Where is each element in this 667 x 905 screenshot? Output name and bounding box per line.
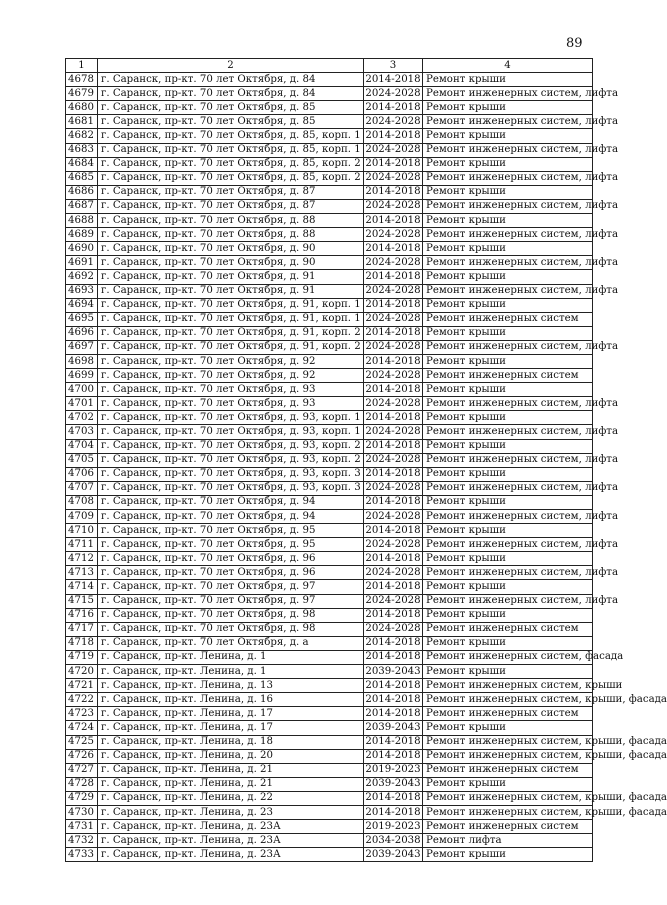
- cell-work-type: Ремонт крыши: [423, 777, 593, 791]
- cell-record-number: 4696: [66, 326, 98, 340]
- cell-record-number: 4718: [66, 636, 98, 650]
- cell-period: 2014-2018: [364, 326, 423, 340]
- cell-work-type: Ремонт крыши: [423, 326, 593, 340]
- cell-address: г. Саранск, пр-кт. Ленина, д. 23А: [98, 848, 364, 862]
- cell-period: 2024-2028: [364, 594, 423, 608]
- cell-address: г. Саранск, пр-кт. 70 лет Октября, д. 91, корп. 2: [98, 340, 364, 354]
- cell-work-type: Ремонт инженерных систем, крыши, фасада: [423, 805, 593, 819]
- cell-address: г. Саранск, пр-кт. 70 лет Октября, д. а: [98, 636, 364, 650]
- cell-record-number: 4681: [66, 115, 98, 129]
- cell-address: г. Саранск, пр-кт. 70 лет Октября, д. 87: [98, 199, 364, 213]
- cell-record-number: 4721: [66, 679, 98, 693]
- cell-work-type: Ремонт инженерных систем, лифта: [423, 340, 593, 354]
- cell-period: 2014-2018: [364, 552, 423, 566]
- cell-address: г. Саранск, пр-кт. 70 лет Октября, д. 91: [98, 270, 364, 284]
- table-row: [66, 608, 593, 622]
- cell-period: 2014-2018: [364, 73, 423, 87]
- cell-period: 2024-2028: [364, 510, 423, 524]
- cell-record-number: 4702: [66, 411, 98, 425]
- cell-period: 2039-2043: [364, 665, 423, 679]
- cell-work-type: Ремонт крыши: [423, 467, 593, 481]
- cell-record-number: 4686: [66, 185, 98, 199]
- cell-work-type: Ремонт инженерных систем, крыши, фасада: [423, 735, 593, 749]
- cell-record-number: 4722: [66, 693, 98, 707]
- cell-period: 2024-2028: [364, 199, 423, 213]
- cell-work-type: Ремонт инженерных систем, лифта: [423, 538, 593, 552]
- cell-address: г. Саранск, пр-кт. 70 лет Октября, д. 85, корп. 2: [98, 171, 364, 185]
- table-row: [66, 524, 593, 538]
- cell-work-type: Ремонт инженерных систем, крыши, фасада: [423, 749, 593, 763]
- cell-period: 2014-2018: [364, 608, 423, 622]
- table-row: [66, 495, 593, 509]
- cell-record-number: 4727: [66, 763, 98, 777]
- cell-record-number: 4704: [66, 439, 98, 453]
- cell-work-type: Ремонт инженерных систем, лифта: [423, 453, 593, 467]
- cell-work-type: Ремонт крыши: [423, 580, 593, 594]
- cell-record-number: 4723: [66, 707, 98, 721]
- cell-record-number: 4714: [66, 580, 98, 594]
- cell-period: 2014-2018: [364, 270, 423, 284]
- table-row: [66, 820, 593, 834]
- table-row: [66, 735, 593, 749]
- cell-address: г. Саранск, пр-кт. 70 лет Октября, д. 93, корп. 1: [98, 425, 364, 439]
- cell-record-number: 4683: [66, 143, 98, 157]
- cell-work-type: Ремонт инженерных систем, лифта: [423, 425, 593, 439]
- cell-address: г. Саранск, пр-кт. 70 лет Октября, д. 94: [98, 495, 364, 509]
- cell-record-number: 4690: [66, 242, 98, 256]
- cell-period: 2039-2043: [364, 721, 423, 735]
- cell-record-number: 4725: [66, 735, 98, 749]
- cell-period: 2034-2038: [364, 834, 423, 848]
- cell-address: г. Саранск, пр-кт. 70 лет Октября, д. 85: [98, 101, 364, 115]
- table-row: [66, 284, 593, 298]
- cell-record-number: 4685: [66, 171, 98, 185]
- cell-record-number: 4705: [66, 453, 98, 467]
- cell-address: г. Саранск, пр-кт. 70 лет Октября, д. 97: [98, 594, 364, 608]
- table-row: [66, 143, 593, 157]
- table-row: [66, 411, 593, 425]
- cell-work-type: Ремонт инженерных систем, лифта: [423, 481, 593, 495]
- table-row: [66, 510, 593, 524]
- cell-work-type: Ремонт крыши: [423, 157, 593, 171]
- cell-record-number: 4728: [66, 777, 98, 791]
- table-row: [66, 467, 593, 481]
- cell-address: г. Саранск, пр-кт. Ленина, д. 1: [98, 665, 364, 679]
- table-row: [66, 199, 593, 213]
- cell-address: г. Саранск, пр-кт. 70 лет Октября, д. 93: [98, 383, 364, 397]
- cell-record-number: 4716: [66, 608, 98, 622]
- header-col-2: 2: [98, 59, 364, 73]
- cell-record-number: 4726: [66, 749, 98, 763]
- cell-work-type: Ремонт крыши: [423, 848, 593, 862]
- cell-record-number: 4682: [66, 129, 98, 143]
- cell-address: г. Саранск, пр-кт. Ленина, д. 21: [98, 777, 364, 791]
- cell-record-number: 4731: [66, 820, 98, 834]
- cell-record-number: 4697: [66, 340, 98, 354]
- cell-work-type: Ремонт инженерных систем, крыши, фасада: [423, 693, 593, 707]
- header-row: [66, 59, 593, 73]
- table-row: [66, 538, 593, 552]
- cell-work-type: Ремонт инженерных систем, лифта: [423, 594, 593, 608]
- cell-record-number: 4701: [66, 397, 98, 411]
- cell-record-number: 4699: [66, 369, 98, 383]
- table-row: [66, 312, 593, 326]
- cell-address: г. Саранск, пр-кт. 70 лет Октября, д. 91: [98, 284, 364, 298]
- cell-period: 2019-2023: [364, 763, 423, 777]
- table-row: [66, 580, 593, 594]
- cell-work-type: Ремонт инженерных систем, лифта: [423, 284, 593, 298]
- table-row: [66, 665, 593, 679]
- table-row: [66, 73, 593, 87]
- cell-work-type: Ремонт крыши: [423, 185, 593, 199]
- table-row: [66, 650, 593, 664]
- table-row: [66, 115, 593, 129]
- table-row: [66, 848, 593, 862]
- cell-work-type: Ремонт инженерных систем: [423, 312, 593, 326]
- cell-address: г. Саранск, пр-кт. Ленина, д. 18: [98, 735, 364, 749]
- cell-period: 2024-2028: [364, 481, 423, 495]
- cell-address: г. Саранск, пр-кт. Ленина, д. 22: [98, 791, 364, 805]
- cell-address: г. Саранск, пр-кт. 70 лет Октября, д. 88: [98, 228, 364, 242]
- cell-period: 2024-2028: [364, 87, 423, 101]
- cell-work-type: Ремонт крыши: [423, 665, 593, 679]
- cell-address: г. Саранск, пр-кт. 70 лет Октября, д. 85, корп. 1: [98, 143, 364, 157]
- cell-record-number: 4693: [66, 284, 98, 298]
- cell-record-number: 4703: [66, 425, 98, 439]
- table-row: [66, 326, 593, 340]
- table-row: [66, 679, 593, 693]
- cell-record-number: 4729: [66, 791, 98, 805]
- cell-address: г. Саранск, пр-кт. 70 лет Октября, д. 95: [98, 538, 364, 552]
- cell-work-type: Ремонт крыши: [423, 411, 593, 425]
- cell-record-number: 4680: [66, 101, 98, 115]
- header-col-1: 1: [66, 59, 98, 73]
- table-row: [66, 622, 593, 636]
- cell-address: г. Саранск, пр-кт. 70 лет Октября, д. 97: [98, 580, 364, 594]
- cell-address: г. Саранск, пр-кт. 70 лет Октября, д. 91, корп. 2: [98, 326, 364, 340]
- cell-period: 2014-2018: [364, 411, 423, 425]
- cell-period: 2024-2028: [364, 256, 423, 270]
- cell-record-number: 4689: [66, 228, 98, 242]
- cell-work-type: Ремонт крыши: [423, 298, 593, 312]
- cell-period: 2014-2018: [364, 354, 423, 368]
- cell-address: г. Саранск, пр-кт. Ленина, д. 16: [98, 693, 364, 707]
- cell-record-number: 4688: [66, 214, 98, 228]
- cell-address: г. Саранск, пр-кт. 70 лет Октября, д. 93, корп. 3: [98, 481, 364, 495]
- cell-record-number: 4732: [66, 834, 98, 848]
- cell-work-type: Ремонт крыши: [423, 636, 593, 650]
- table-row: [66, 383, 593, 397]
- cell-record-number: 4700: [66, 383, 98, 397]
- table-row: [66, 157, 593, 171]
- cell-period: 2024-2028: [364, 369, 423, 383]
- cell-address: г. Саранск, пр-кт. 70 лет Октября, д. 98: [98, 622, 364, 636]
- cell-address: г. Саранск, пр-кт. 70 лет Октября, д. 90: [98, 256, 364, 270]
- cell-work-type: Ремонт инженерных систем, лифта: [423, 87, 593, 101]
- cell-work-type: Ремонт крыши: [423, 354, 593, 368]
- cell-address: г. Саранск, пр-кт. 70 лет Октября, д. 87: [98, 185, 364, 199]
- table-row: [66, 707, 593, 721]
- table-row: [66, 791, 593, 805]
- cell-address: г. Саранск, пр-кт. 70 лет Октября, д. 91, корп. 1: [98, 312, 364, 326]
- table-row: [66, 242, 593, 256]
- table-row: [66, 636, 593, 650]
- cell-record-number: 4706: [66, 467, 98, 481]
- cell-address: г. Саранск, пр-кт. 70 лет Октября, д. 92: [98, 369, 364, 383]
- table-row: [66, 777, 593, 791]
- cell-period: 2014-2018: [364, 805, 423, 819]
- cell-record-number: 4719: [66, 650, 98, 664]
- cell-address: г. Саранск, пр-кт. 70 лет Октября, д. 92: [98, 354, 364, 368]
- cell-address: г. Саранск, пр-кт. Ленина, д. 23А: [98, 834, 364, 848]
- table-row: [66, 763, 593, 777]
- cell-period: 2014-2018: [364, 524, 423, 538]
- table-row: [66, 439, 593, 453]
- cell-work-type: Ремонт инженерных систем, лифта: [423, 228, 593, 242]
- cell-period: 2024-2028: [364, 566, 423, 580]
- cell-record-number: 4692: [66, 270, 98, 284]
- table-row: [66, 805, 593, 819]
- cell-address: г. Саранск, пр-кт. 70 лет Октября, д. 93, корп. 1: [98, 411, 364, 425]
- table-row: [66, 749, 593, 763]
- cell-period: 2024-2028: [364, 453, 423, 467]
- cell-period: 2014-2018: [364, 214, 423, 228]
- table-row: [66, 129, 593, 143]
- cell-address: г. Саранск, пр-кт. 70 лет Октября, д. 84: [98, 73, 364, 87]
- cell-record-number: 4710: [66, 524, 98, 538]
- cell-address: г. Саранск, пр-кт. 70 лет Октября, д. 93, корп. 2: [98, 439, 364, 453]
- cell-address: г. Саранск, пр-кт. 70 лет Октября, д. 85, корп. 2: [98, 157, 364, 171]
- cell-record-number: 4715: [66, 594, 98, 608]
- cell-work-type: Ремонт крыши: [423, 608, 593, 622]
- cell-period: 2014-2018: [364, 749, 423, 763]
- table-row: [66, 354, 593, 368]
- cell-work-type: Ремонт инженерных систем, крыши: [423, 679, 593, 693]
- cell-period: 2014-2018: [364, 707, 423, 721]
- cell-address: г. Саранск, пр-кт. 70 лет Октября, д. 91, корп. 1: [98, 298, 364, 312]
- cell-work-type: Ремонт крыши: [423, 129, 593, 143]
- cell-period: 2024-2028: [364, 340, 423, 354]
- cell-work-type: Ремонт крыши: [423, 383, 593, 397]
- cell-record-number: 4720: [66, 665, 98, 679]
- cell-address: г. Саранск, пр-кт. Ленина, д. 17: [98, 707, 364, 721]
- cell-work-type: Ремонт лифта: [423, 834, 593, 848]
- cell-work-type: Ремонт крыши: [423, 552, 593, 566]
- cell-period: 2014-2018: [364, 467, 423, 481]
- header-col-4: 4: [423, 59, 593, 73]
- cell-period: 2024-2028: [364, 397, 423, 411]
- cell-work-type: Ремонт инженерных систем: [423, 820, 593, 834]
- cell-period: 2014-2018: [364, 383, 423, 397]
- table-row: [66, 566, 593, 580]
- cell-period: 2014-2018: [364, 693, 423, 707]
- cell-address: г. Саранск, пр-кт. 70 лет Октября, д. 84: [98, 87, 364, 101]
- cell-address: г. Саранск, пр-кт. 70 лет Октября, д. 96: [98, 566, 364, 580]
- cell-address: г. Саранск, пр-кт. 70 лет Октября, д. 93: [98, 397, 364, 411]
- page-number: 89: [566, 36, 583, 51]
- cell-record-number: 4733: [66, 848, 98, 862]
- table-row: [66, 87, 593, 101]
- cell-record-number: 4730: [66, 805, 98, 819]
- cell-record-number: 4724: [66, 721, 98, 735]
- table-row: [66, 834, 593, 848]
- cell-record-number: 4713: [66, 566, 98, 580]
- cell-period: 2014-2018: [364, 298, 423, 312]
- cell-work-type: Ремонт крыши: [423, 524, 593, 538]
- cell-period: 2014-2018: [364, 636, 423, 650]
- cell-record-number: 4717: [66, 622, 98, 636]
- cell-work-type: Ремонт инженерных систем: [423, 707, 593, 721]
- cell-work-type: Ремонт инженерных систем, фасада: [423, 650, 593, 664]
- table-row: [66, 214, 593, 228]
- cell-period: 2024-2028: [364, 312, 423, 326]
- table-row: [66, 369, 593, 383]
- cell-address: г. Саранск, пр-кт. Ленина, д. 13: [98, 679, 364, 693]
- table-row: [66, 481, 593, 495]
- table-row: [66, 552, 593, 566]
- cell-record-number: 4684: [66, 157, 98, 171]
- cell-address: г. Саранск, пр-кт. 70 лет Октября, д. 88: [98, 214, 364, 228]
- cell-address: г. Саранск, пр-кт. 70 лет Октября, д. 96: [98, 552, 364, 566]
- cell-address: г. Саранск, пр-кт. Ленина, д. 17: [98, 721, 364, 735]
- cell-record-number: 4707: [66, 481, 98, 495]
- table-row: [66, 101, 593, 115]
- cell-address: г. Саранск, пр-кт. Ленина, д. 20: [98, 749, 364, 763]
- cell-work-type: Ремонт крыши: [423, 101, 593, 115]
- table-row: [66, 397, 593, 411]
- header-col-3: 3: [364, 59, 423, 73]
- table-row: [66, 298, 593, 312]
- cell-period: 2014-2018: [364, 495, 423, 509]
- cell-work-type: Ремонт инженерных систем: [423, 763, 593, 777]
- table-row: [66, 256, 593, 270]
- cell-record-number: 4678: [66, 73, 98, 87]
- cell-work-type: Ремонт инженерных систем, лифта: [423, 510, 593, 524]
- table-row: [66, 693, 593, 707]
- cell-work-type: Ремонт инженерных систем, лифта: [423, 397, 593, 411]
- cell-address: г. Саранск, пр-кт. 70 лет Октября, д. 98: [98, 608, 364, 622]
- cell-period: 2014-2018: [364, 157, 423, 171]
- cell-period: 2024-2028: [364, 143, 423, 157]
- cell-work-type: Ремонт крыши: [423, 270, 593, 284]
- cell-period: 2024-2028: [364, 425, 423, 439]
- cell-period: 2014-2018: [364, 650, 423, 664]
- cell-period: 2024-2028: [364, 228, 423, 242]
- table-header: [66, 59, 593, 73]
- cell-period: 2014-2018: [364, 791, 423, 805]
- repair-schedule-table: [65, 58, 667, 862]
- cell-address: г. Саранск, пр-кт. 70 лет Октября, д. 93, корп. 2: [98, 453, 364, 467]
- cell-period: 2024-2028: [364, 115, 423, 129]
- table-row: [66, 453, 593, 467]
- cell-work-type: Ремонт инженерных систем, лифта: [423, 171, 593, 185]
- table-row: [66, 340, 593, 354]
- cell-work-type: Ремонт инженерных систем, лифта: [423, 199, 593, 213]
- cell-period: 2039-2043: [364, 777, 423, 791]
- cell-record-number: 4698: [66, 354, 98, 368]
- cell-period: 2014-2018: [364, 735, 423, 749]
- cell-period: 2019-2023: [364, 820, 423, 834]
- cell-period: 2014-2018: [364, 580, 423, 594]
- cell-address: г. Саранск, пр-кт. Ленина, д. 23А: [98, 820, 364, 834]
- cell-address: г. Саранск, пр-кт. 70 лет Октября, д. 95: [98, 524, 364, 538]
- cell-period: 2024-2028: [364, 622, 423, 636]
- table-row: [66, 425, 593, 439]
- cell-period: 2039-2043: [364, 848, 423, 862]
- cell-address: г. Саранск, пр-кт. Ленина, д. 21: [98, 763, 364, 777]
- cell-record-number: 4712: [66, 552, 98, 566]
- cell-record-number: 4679: [66, 87, 98, 101]
- cell-record-number: 4711: [66, 538, 98, 552]
- table-row: [66, 721, 593, 735]
- cell-work-type: Ремонт крыши: [423, 73, 593, 87]
- cell-address: г. Саранск, пр-кт. Ленина, д. 1: [98, 650, 364, 664]
- cell-record-number: 4709: [66, 510, 98, 524]
- cell-work-type: Ремонт инженерных систем, крыши, фасада: [423, 791, 593, 805]
- cell-period: 2024-2028: [364, 284, 423, 298]
- cell-work-type: Ремонт инженерных систем: [423, 622, 593, 636]
- cell-address: г. Саранск, пр-кт. 70 лет Октября, д. 90: [98, 242, 364, 256]
- cell-record-number: 4695: [66, 312, 98, 326]
- table-body: [66, 73, 667, 862]
- cell-record-number: 4694: [66, 298, 98, 312]
- table-row: [66, 171, 593, 185]
- table-row: [66, 185, 593, 199]
- cell-period: 2024-2028: [364, 538, 423, 552]
- cell-period: 2014-2018: [364, 679, 423, 693]
- cell-work-type: Ремонт инженерных систем: [423, 369, 593, 383]
- cell-work-type: Ремонт инженерных систем, лифта: [423, 566, 593, 580]
- cell-period: 2014-2018: [364, 185, 423, 199]
- cell-work-type: Ремонт крыши: [423, 721, 593, 735]
- cell-work-type: Ремонт крыши: [423, 242, 593, 256]
- cell-address: г. Саранск, пр-кт. 70 лет Октября, д. 85: [98, 115, 364, 129]
- cell-period: 2014-2018: [364, 101, 423, 115]
- cell-work-type: Ремонт крыши: [423, 214, 593, 228]
- cell-period: 2014-2018: [364, 242, 423, 256]
- cell-work-type: Ремонт крыши: [423, 495, 593, 509]
- cell-period: 2014-2018: [364, 129, 423, 143]
- table-row: [66, 228, 593, 242]
- cell-address: г. Саранск, пр-кт. 70 лет Октября, д. 94: [98, 510, 364, 524]
- cell-address: г. Саранск, пр-кт. Ленина, д. 23: [98, 805, 364, 819]
- cell-address: г. Саранск, пр-кт. 70 лет Октября, д. 85, корп. 1: [98, 129, 364, 143]
- cell-period: 2024-2028: [364, 171, 423, 185]
- table-row: [66, 594, 593, 608]
- cell-record-number: 4687: [66, 199, 98, 213]
- cell-work-type: Ремонт инженерных систем, лифта: [423, 115, 593, 129]
- cell-address: г. Саранск, пр-кт. 70 лет Октября, д. 93, корп. 3: [98, 467, 364, 481]
- cell-record-number: 4708: [66, 495, 98, 509]
- cell-work-type: Ремонт крыши: [423, 439, 593, 453]
- cell-period: 2014-2018: [364, 439, 423, 453]
- table-row: [66, 270, 593, 284]
- cell-work-type: Ремонт инженерных систем, лифта: [423, 256, 593, 270]
- cell-record-number: 4691: [66, 256, 98, 270]
- cell-work-type: Ремонт инженерных систем, лифта: [423, 143, 593, 157]
